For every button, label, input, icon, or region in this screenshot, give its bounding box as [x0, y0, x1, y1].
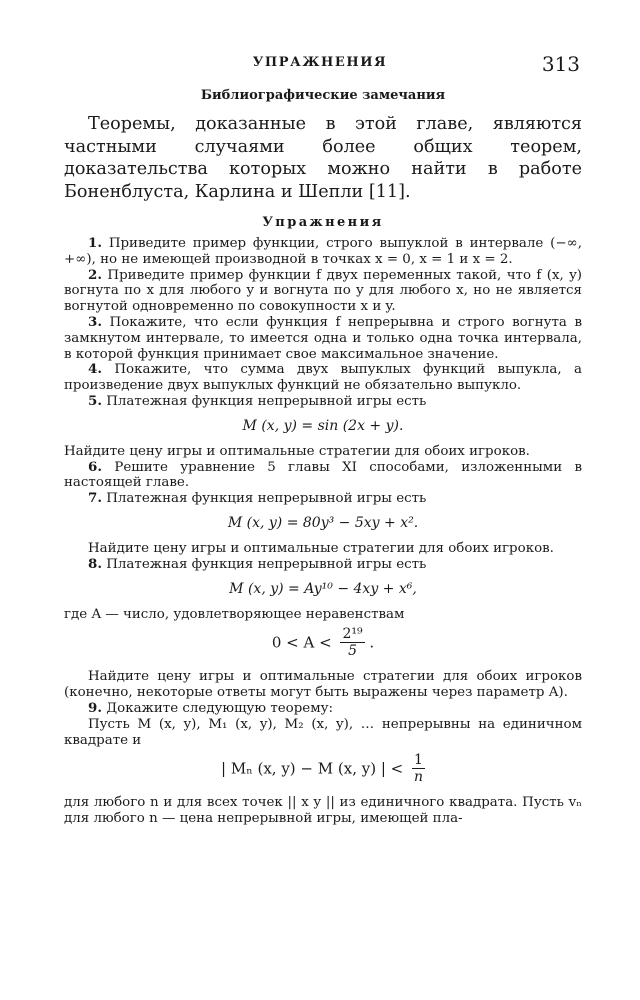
exercise-text: Приведите пример функции, строго выпуклой в интервале (−∞, +∞), но не имеющей производной в точках x = 0, x = 1 и x = 2.	[64, 236, 582, 267]
running-title: УПРАЖНЕНИЯ	[252, 55, 388, 70]
exercise-number: 2.	[88, 266, 102, 283]
formula-ex7: M (x, y) = 80y³ − 5xy + x².	[227, 514, 419, 531]
formula-ex5: M (x, y) = sin (2x + y).	[242, 417, 404, 434]
exercise-number: 1.	[88, 235, 102, 251]
inequality-end: .	[369, 633, 375, 652]
page-number: 313	[541, 52, 580, 76]
exercise-7-task: Найдите цену игры и оптимальные стратегии для обоих игроков.	[88, 540, 554, 556]
exercise-2	[64, 268, 582, 315]
exercise-number: 6.	[88, 458, 102, 475]
fraction	[340, 626, 364, 659]
exercise-number: 9.	[88, 699, 102, 716]
inequality-ex9	[64, 752, 582, 785]
exercises-heading: Упражнения	[262, 215, 384, 230]
bibliography-text: Теоремы, доказанные в этой главе, являются частными случаями более общих теорем, доказательства которых можно найти в работе Боненблуста, Карлина и Шепли [11].	[64, 114, 582, 202]
exercise-text: Покажите, что сумма двух выпуклых функций выпукла, а произведение двух выпуклых функций не обязательно выпукло.	[64, 362, 582, 394]
exercise-number: 5.	[88, 392, 102, 409]
exercise-text: Покажите, что если функция f непрерывна и строго вогнута в замкнутом интервале, то имеется одна и только одна точка интервала, в которой функция принимает свое максимальное значение.	[64, 314, 582, 362]
inequality-left: | Mₙ (x, y) − M (x, y) | <	[221, 759, 404, 778]
exercise-1	[64, 236, 582, 268]
exercise-text: Платежная функция непрерывной игры есть	[106, 393, 427, 409]
fraction-denominator: 5	[348, 643, 357, 660]
exercise-text: Платежная функция непрерывной игры есть	[106, 556, 427, 572]
exercise-5-task: Найдите цену игры и оптимальные стратегии для обоих игроков.	[64, 443, 530, 459]
exercise-number: 3.	[88, 313, 102, 330]
exercise-3	[64, 315, 582, 362]
exercise-8-condition: где A — число, удовлетворяющее неравенствам	[64, 606, 405, 622]
exercise-number: 7.	[88, 490, 102, 507]
exercise-number: 8.	[88, 555, 102, 572]
exercise-text: Докажите следующую теорему:	[106, 700, 334, 716]
exercise-8-task: Найдите цену игры и оптимальные стратегии для обоих игроков (конечно, некоторые ответы могут быть выражены через параметр A).	[64, 669, 582, 701]
bibliography-heading: Библиографические замечания	[200, 88, 446, 103]
exercise-4	[64, 362, 582, 394]
exercise-5	[64, 394, 582, 410]
running-head	[0, 52, 640, 76]
exercise-6	[64, 460, 582, 492]
exercise-9-continuation: для любого n и для всех точек || x y || из единичного квадрата. Пусть vₙ для любого n — цена непрерывной игры, имеющей пла-	[64, 795, 582, 827]
inequality-left: 0 < A <	[271, 633, 332, 652]
formula-ex8: M (x, y) = Ay¹⁰ − 4xy + x⁶,	[229, 580, 417, 597]
exercise-text: Платежная функция непрерывной игры есть	[106, 491, 427, 507]
exercise-text: Приведите пример функции f двух переменных такой, что f (x, y) вогнута по x для любого y и вогнута по y для любого x, но не является вогнутой одновременно по совокупности x и y.	[64, 267, 582, 315]
fraction-denominator: n	[413, 769, 423, 786]
exercise-7	[64, 491, 582, 507]
exercise-number: 4.	[88, 361, 102, 378]
inequality-ex8	[64, 626, 582, 659]
exercise-text: Решите уравнение 5 главы XI способами, изложенными в настоящей главе.	[64, 459, 582, 491]
fraction	[412, 752, 425, 785]
exercise-8	[64, 557, 582, 573]
exercise-9-statement: Пусть M (x, y), M₁ (x, y), M₂ (x, y), … непрерывны на единичном квадрате и	[64, 716, 582, 748]
page-body	[64, 88, 582, 827]
fraction-numerator: 2¹⁹	[342, 626, 363, 643]
fraction-numerator: 1	[414, 752, 423, 769]
exercise-9	[64, 701, 582, 717]
